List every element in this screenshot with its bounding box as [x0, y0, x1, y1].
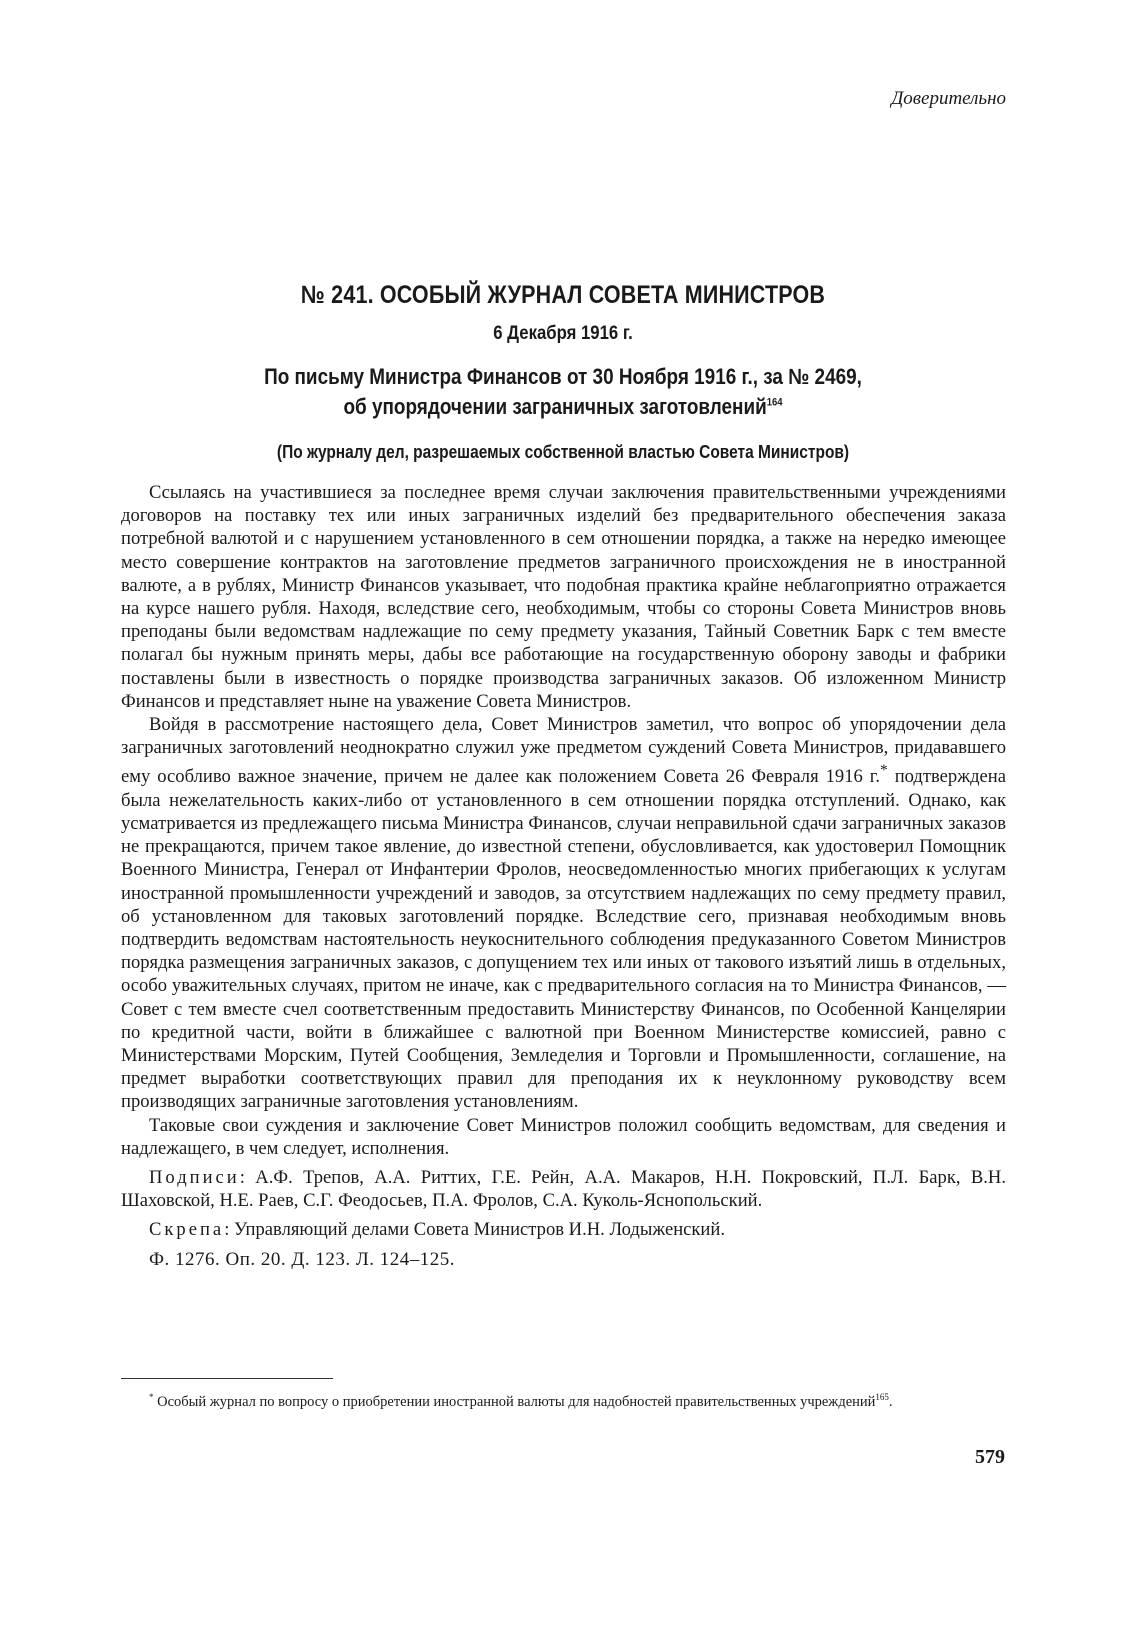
paragraph-2 — [121, 713, 1006, 1114]
footnote — [121, 1388, 1006, 1411]
page-number: 579 — [975, 1446, 1005, 1468]
paragraph-3: Таковые свои суждения и заключение Совет Министров положил сообщить ведомствам, для сведения и надлежащего, в чем следует, исполнения. — [121, 1114, 1006, 1159]
subtitle-line2-text: об упорядочении заграничных заготовлений — [343, 394, 767, 419]
footnote-divider — [121, 1378, 333, 1379]
footnote-mark: * — [879, 762, 888, 780]
signatures-label: Подписи — [149, 1167, 240, 1189]
document-subtitle-line1: По письму Министра Финансов от 30 Ноября 1916 г., за № 2469, — [264, 364, 862, 389]
footnote-end: . — [888, 1393, 893, 1410]
footnote-ref-number: 165 — [875, 1392, 889, 1402]
skrepa: Скрепа: Управляющий делами Совета Министров И.Н. Лодыженский. — [149, 1219, 725, 1241]
document-subtitle-line2 — [182, 394, 944, 420]
journal-note: (По журналу дел, разрешаемых собственной властью Совета Министров) — [276, 442, 850, 462]
signatures: Подписи: А.Ф. Трепов, А.А. Риттих, Г.Е. Рейн, А.А. Макаров, Н.Н. Покровский, П.Л. Барк, В.Н. Шаховской, Н.Е. Раев, С.Г. Феодосьев, П.А. Фролов, С.А. Куколь-Яснопольский. — [121, 1167, 1006, 1212]
subtitle-footnote-ref: 164 — [766, 396, 783, 409]
paragraph-1: Ссылаясь на участившиеся за последнее время случаи заключения правительственными учреждениями договоров на поставку тех или иных заграничных изделий без предварительного обеспечения заказа потребной валютой и с нарушением установленного в сем отношении порядка, а также на нередко имеющее место совершение контрактов на заготовление предметов заграничного происхождения не в иностранной валюте, а в рублях, Министр Финансов указывает, что подобная практика крайне неблагоприятно отражается на курсе нашего рубля. Находя, вследствие сего, необходимым, чтобы со стороны Совета Министров вновь преподаны были ведомствам надлежащие по сему предмету указания, Тайный Советник Барк с тем вместе полагал бы нужным принять меры, дабы все работающие на государственную оборону заводы и фабрики поставлены были в известность о порядке производства заграничных заказов. Об изложенном Министр Финансов и представляет ныне на уважение Совета Министров. — [121, 482, 1006, 712]
skrepa-text: Управляющий делами Совета Министров И.Н. Лодыженский. — [234, 1219, 725, 1241]
skrepa-label: Скрепа — [149, 1219, 225, 1241]
document-date: 6 Декабря 1916 г. — [493, 323, 633, 344]
footnote-marker: * — [149, 1392, 154, 1402]
document-body — [121, 481, 1006, 1271]
document-title: № 241. ОСОБЫЙ ЖУРНАЛ СОВЕТА МИНИСТРОВ — [300, 281, 826, 309]
footnote-text: Особый журнал по вопросу о приобретении иностранной валюты для надобностей правительственных учреждений — [157, 1393, 876, 1410]
signatures-list: А.Ф. Трепов, А.А. Риттих, Г.Е. Рейн, А.А. Макаров, Н.Н. Покровский, П.Л. Барк, В.Н. Шаховской, Н.Е. Раев, С.Г. Феодосьев, П.А. Фролов, С.А. Куколь-Яснопольский. — [121, 1167, 1006, 1212]
archive-reference: Ф. 1276. Оп. 20. Д. 123. Л. 124–125. — [149, 1248, 455, 1270]
paragraph-2-part1: Войдя в рассмотрение настоящего дела, Совет Министров заметил, что вопрос об упорядочении дела заграничных заготовлений неоднократно служил уже предметом суждений Совета Министров, придававшего ему особливо важное значение, причем не далее как положением Совета 26 Февраля 1916 г. — [121, 714, 1006, 788]
paragraph-2-part2: подтверждена была нежелательность каких-либо от установленного в сем отношении порядка отступлений. Однако, как усматривается из предлежащего письма Министра Финансов, случаи неправильной сдачи заграничных заказов не прекращаются, причем такое явление, до известной степени, обусловливается, как удостоверил Помощник Военного Министра, Генерал от Инфантерии Фролов, неосведомленностью многих прибегающих к услугам иностранной промышленности учреждений и заводов, за отсутствием надлежащих по сему предмету правил, об установленном для таковых заготовлений порядке. Вследствие сего, признавая необходимым вновь подтвердить ведомствам настоятельность неукоснительного соблюдения предуказанного Советом Министров порядка размещения заграничных заказов, с допущением тех или иных от такового изъятий лишь в отдельных, особо уважительных случаях, притом не иначе, как с предварительного согласия на то Министра Финансов, — Совет с тем вместе счел соответственным предоставить Министерству Финансов, по Особенной Канцелярии по кредитной части, войти в ближайшее с валютной при Военном Министерстве комиссией, равно с Министерствами Морским, Путей Сообщения, Земледелия и Торговли и Промышленности, соглашение, на предмет выработки соответствующих правил для преподания их к неуклонному руководству всем производящих заграничные заготовления установлениям. — [121, 766, 1006, 1113]
confidential-label: Доверительно — [891, 88, 1006, 109]
